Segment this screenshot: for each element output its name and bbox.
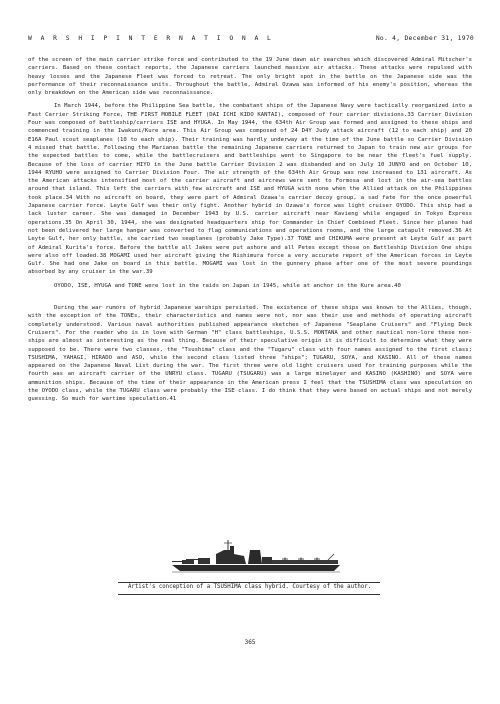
ship-illustration	[168, 538, 344, 578]
paragraph-4: During the war rumors of hybrid Japanese warships persisted. The existence of these ships was known to the Allies, though, with the exception of the TONEs, their characteristics and names were not, nor was their use and methods of operating aircraft completely understood. Various naval authorities published appearance sketches of Japanese "Seaplane Cruisers" and "Flying Deck Cruisers". For the reader who is in love with German "H" class battleships, U.S.S. MONTANA and other nautical non-lore these non-ships are almost as interesting as the real thing. Because of their speculative origin it is difficult to determine what they were supposed to be. There were two classes, the "Tsushima" class and the "Tugaru" class with four names assigned to the first class; TSUSHIMA, YAHAGI, HIRADO and ASO, while the second class listed three "ships"; TUGARU, SOYA, and KASINO. All of these names appeared on the Japanese Naval List during the war. The first three were old light cruisers used for training purposes while the fourth was an aircraft carrier of the UNRYU class. TUGARU (TSUGARU) was a large minelayer and KASINO (KASHINO) and SOYA were ammunition ships. Because of the time of their appearance in the American press I feel that the TSUSHIMA class was speculation on the OYODO class, while the TUGARU class were probably the ISE class. I do think that they were based on actual ships and not merely guessing. So much for wartime speculation.41	[28, 305, 472, 403]
running-header	[28, 35, 474, 42]
article-body	[28, 56, 472, 409]
page-number: 365	[244, 639, 256, 646]
issue-label: No. 4, December 31, 1970	[375, 35, 474, 42]
tsushima-hybrid-drawing	[168, 538, 344, 578]
journal-title: W A R S H I P I N T E R N A T I O N A L	[28, 35, 274, 42]
figure-caption: Artist's conception of a TSUSHIMA class hybrid. Courtesy of the author.	[128, 584, 372, 590]
paragraph-1: of the screen of the main carrier strike force and contributed to the 19 June dawn air searches which discovered Admiral Mitscher's carriers. Based on these contact reports, the Japanese carriers launched massive air attacks. These attacks were repulsed with heavy losses and the Japanese Fleet was forced to retreat. The only bright spot in the battle on the Japanese side was the performance of their reconnaissance units. Throughout the battle, Admiral Ozawa was informed of his enemy's position, whereas the only breakdown on the American side was reconnaissance.	[28, 57, 472, 97]
paragraph-2: In March 1944, before the Philippine Sea battle, the combatant ships of the Japanese Navy were tactically reorganized into a Fast Carrier Striking Force, THE FIRST MOBILE FLEET (DAI ICHI KIDO KANTAI), composed of four carrier divisions.33 Carrier Division Four was composed of battleship/carriers ISE and HYUGA. In May 1944, the 634th Air Group was formed and assigned to these ships and commenced training in the Iwakuni/Kure area. This Air Group was composed of 24 D4Y Judy attack aircraft (12 to each ship) and 20 E16A Paul scout seaplanes (10 to each ship). Their training was hardly underway at the time of the June battle so Carrier Division 4 missed that battle. Following the Marianas battle the remaining Japanese carriers returned to Japan to train new air groups for the expected battles to come, while the battlecruisers and battleships went to Singapore to be near the fleet's fuel supply. Because of the loss of carrier HIYO in the June battle Carrier Division 2 was disbanded and on July 10 JUNYO and on October 10, 1944 RYUHO were assigned to Carrier Division Four. The air strength of the 634th Air Group was now increased to 131 aircraft. As the American attacks intensified most of the carrier aircraft and aircrews were sent to Formosa and lost in the air-sea battles around that island. This left the carriers with few aircraft and ISE and HYUGA with none when the Allied attack on the Philippines took place.34 With no aircraft on board, they were part of Admiral Ozawa's carrier decoy group, a sad fate for the once powerful Japanese carrier force. Leyte Gulf was their only fight. Another hybrid in Ozawa's force was light cruiser OYODO. This ship had a lack luster career. She was damaged in December 1943 by U.S. carrier aircraft near Kavieng while engaged in Tokyo Express operations.35 On April 30, 1944, she was designated headquarters ship for Commander in Chief Combined Fleet. Since her planes had not been delivered her large hangar was converted to flag communications and operations rooms, and the large catapult removed.36 At Leyte Gulf, her only battle, she carried two seaplanes (probably Jake Type).37 TONE and CHIKUMA were present at Leyte Gulf as part of Admiral Kurita's force. Before the battle all Jakes were put ashore and all Petes except those on Battleship Division One ships were also off loaded.38 MOGAMI used her aircraft giving the Nishimura force a very accurate report of the American forces in Leyte Gulf. She had one Jake on board in this battle. MOGAMI was lost in the gunnery phase after one of the most severe poundings absorbed by any cruiser in the war.39	[28, 103, 472, 276]
paragraph-3: OYODO, ISE, HYUGA and TONE were lost in the raids on Japan in 1945, while at anchor in the Kure area.40	[54, 282, 401, 289]
